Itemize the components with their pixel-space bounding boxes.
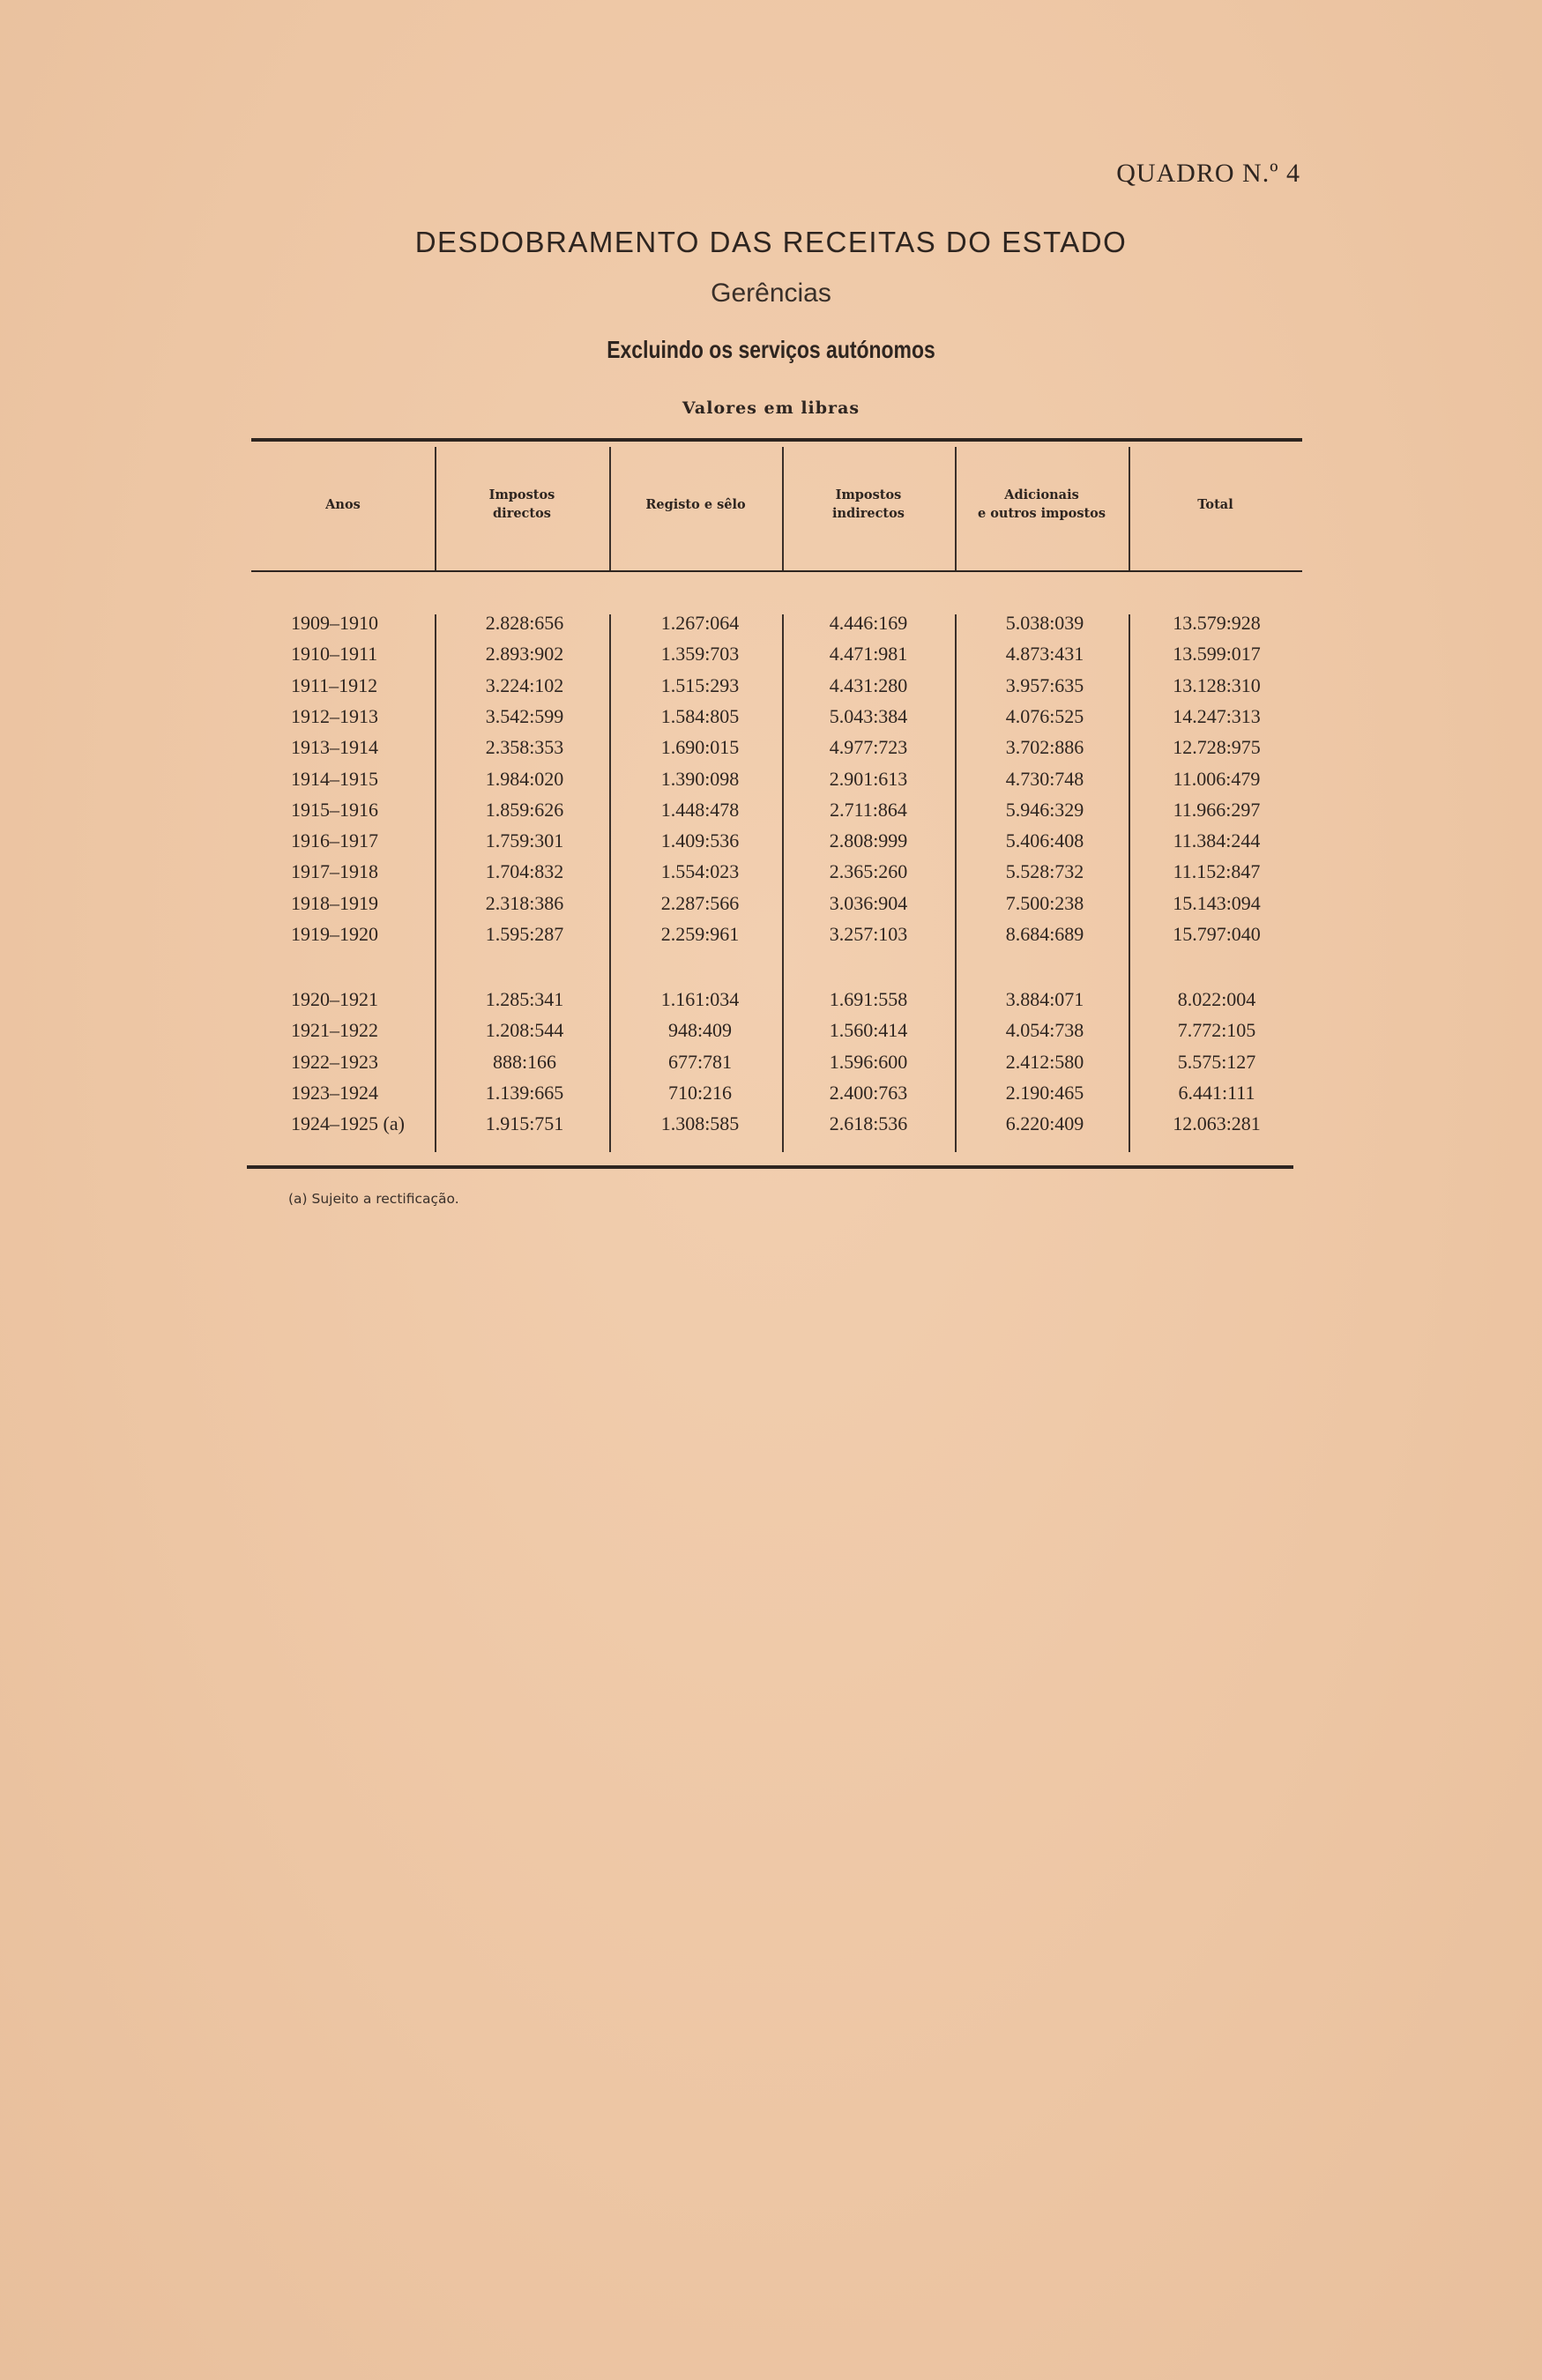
value-cell: 1.359:703 (660, 643, 740, 666)
value-cell: 2.808:999 (829, 829, 908, 852)
value-cell: 1.390:098 (660, 767, 740, 790)
value-cell: 1.409:536 (660, 829, 740, 852)
year-cell: 1912–1913 (291, 704, 378, 727)
value-cell: 1.691:558 (829, 988, 908, 1010)
value-cell: 4.054:738 (1005, 1019, 1084, 1042)
value-cell: 1.915:751 (485, 1112, 564, 1135)
value-cell: 1.560:414 (829, 1019, 908, 1042)
column-divider (955, 447, 957, 570)
value-cell: 8.684:689 (1005, 923, 1084, 945)
value-cell: 1.139:665 (485, 1081, 564, 1104)
header-impostos-directos: Impostos directos (488, 487, 555, 521)
value-cell: 3.036:904 (829, 891, 908, 914)
value-cell: 14.247:313 (1173, 704, 1261, 727)
value-cell: 15.143:094 (1173, 891, 1261, 914)
column-divider (435, 447, 436, 570)
value-cell: 677:781 (667, 1050, 733, 1073)
value-cell: 2.711:864 (830, 798, 907, 821)
value-cell: 3.884:071 (1005, 988, 1084, 1010)
units-caption: Valores em libras (682, 398, 860, 418)
year-cell: 1911–1912 (291, 673, 378, 696)
year-cell: 1913–1914 (291, 736, 378, 759)
value-cell: 2.259:961 (660, 923, 740, 945)
value-cell: 1.704:832 (485, 860, 564, 883)
year-cell: 1919–1920 (291, 923, 378, 945)
value-cell: 1.208:544 (485, 1019, 564, 1042)
year-cell: 1916–1917 (291, 829, 378, 852)
value-cell: 4.431:280 (829, 673, 908, 696)
value-cell: 1.595:287 (485, 923, 564, 945)
value-cell: 1.308:585 (660, 1112, 740, 1135)
value-cell: 5.528:732 (1005, 860, 1084, 883)
header-total: Total (1197, 496, 1233, 512)
value-cell: 4.446:169 (829, 612, 908, 634)
value-cell: 1.267:064 (660, 612, 740, 634)
column-divider (955, 614, 957, 1152)
value-cell: 11.384:244 (1173, 829, 1261, 852)
value-cell: 11.006:479 (1173, 767, 1261, 790)
value-cell: 13.599:017 (1173, 643, 1261, 666)
header-impostos-indirectos: Impostos indirectos (832, 487, 905, 521)
table-bottom-rule (247, 1165, 1293, 1169)
value-cell: 4.076:525 (1005, 704, 1084, 727)
value-cell: 3.257:103 (829, 923, 908, 945)
header-registo-selo: Registo e sêlo (645, 496, 746, 512)
value-cell: 2.828:656 (485, 612, 564, 634)
value-cell: 13.128:310 (1173, 673, 1261, 696)
value-cell: 948:409 (667, 1019, 733, 1042)
value-cell: 1.515:293 (660, 673, 740, 696)
value-cell: 3.224:102 (485, 673, 564, 696)
year-cell: 1915–1916 (291, 798, 378, 821)
value-cell: 1.596:600 (829, 1050, 908, 1073)
value-cell: 2.400:763 (829, 1081, 908, 1104)
value-cell: 2.287:566 (660, 891, 740, 914)
year-cell: 1910–1911 (291, 643, 378, 666)
value-cell: 4.730:748 (1005, 767, 1084, 790)
column-divider (782, 614, 784, 1152)
value-cell: 6.441:111 (1178, 1081, 1255, 1104)
value-cell: 888:166 (492, 1050, 557, 1073)
value-cell: 2.893:902 (485, 643, 564, 666)
value-cell: 1.448:478 (660, 798, 740, 821)
column-divider (609, 614, 611, 1152)
value-cell: 710:216 (667, 1081, 733, 1104)
year-cell: 1923–1924 (291, 1081, 378, 1104)
value-cell: 1.759:301 (485, 829, 564, 852)
column-divider (435, 614, 436, 1152)
value-cell: 4.977:723 (829, 736, 908, 759)
value-cell: 3.957:635 (1005, 673, 1084, 696)
header-adicionais: Adicionais e outros impostos (977, 487, 1106, 521)
value-cell: 2.618:536 (829, 1112, 908, 1135)
footnote: (a) Sujeito a rectificação. (288, 1191, 459, 1207)
value-cell: 1.554:023 (660, 860, 740, 883)
value-cell: 2.358:353 (485, 736, 564, 759)
value-cell: 5.946:329 (1005, 798, 1084, 821)
column-divider (1129, 614, 1130, 1152)
value-cell: 2.365:260 (829, 860, 908, 883)
value-cell: 3.702:886 (1005, 736, 1084, 759)
value-cell: 13.579:928 (1173, 612, 1261, 634)
year-cell: 1914–1915 (291, 767, 378, 790)
header-bottom-rule (251, 570, 1302, 572)
value-cell: 5.406:408 (1005, 829, 1084, 852)
column-divider (782, 447, 784, 570)
value-cell: 2.412:580 (1005, 1050, 1084, 1073)
value-cell: 11.152:847 (1173, 860, 1261, 883)
year-cell: 1917–1918 (291, 860, 378, 883)
year-cell: 1921–1922 (291, 1019, 378, 1042)
value-cell: 5.575:127 (1177, 1050, 1256, 1073)
value-cell: 1.859:626 (485, 798, 564, 821)
value-cell: 2.190:465 (1005, 1081, 1084, 1104)
value-cell: 7.500:238 (1005, 891, 1084, 914)
value-cell: 12.063:281 (1173, 1112, 1261, 1135)
document-subtitle: Gerências (711, 279, 831, 308)
value-cell: 4.873:431 (1005, 643, 1084, 666)
year-cell: 1909–1910 (291, 612, 378, 634)
year-cell: 1918–1919 (291, 891, 378, 914)
value-cell: 15.797:040 (1173, 923, 1261, 945)
value-cell: 3.542:599 (485, 704, 564, 727)
value-cell: 2.901:613 (829, 767, 908, 790)
value-cell: 5.038:039 (1005, 612, 1084, 634)
value-cell: 1.584:805 (660, 704, 740, 727)
value-cell: 1.285:341 (485, 988, 564, 1010)
value-cell: 7.772:105 (1177, 1019, 1256, 1042)
column-divider (609, 447, 611, 570)
value-cell: 2.318:386 (485, 891, 564, 914)
value-cell: 12.728:975 (1173, 736, 1261, 759)
value-cell: 4.471:981 (829, 643, 908, 666)
year-cell: 1922–1923 (291, 1050, 378, 1073)
value-cell: 1.690:015 (660, 736, 740, 759)
value-cell: 5.043:384 (829, 704, 908, 727)
document-title: DESDOBRAMENTO DAS RECEITAS DO ESTADO (414, 226, 1128, 258)
document-subtitle-exclusion: Excluindo os serviços autónomos (607, 336, 935, 363)
year-cell: 1920–1921 (291, 988, 378, 1010)
header-anos: Anos (325, 496, 361, 512)
value-cell: 11.966:297 (1173, 798, 1261, 821)
value-cell: 6.220:409 (1005, 1112, 1084, 1135)
column-divider (1129, 447, 1130, 570)
value-cell: 1.161:034 (660, 988, 740, 1010)
quadro-number: QUADRO N.º 4 (1116, 159, 1300, 188)
year-cell: 1924–1925 (a) (291, 1112, 405, 1135)
value-cell: 8.022:004 (1177, 988, 1256, 1010)
value-cell: 1.984:020 (485, 767, 564, 790)
